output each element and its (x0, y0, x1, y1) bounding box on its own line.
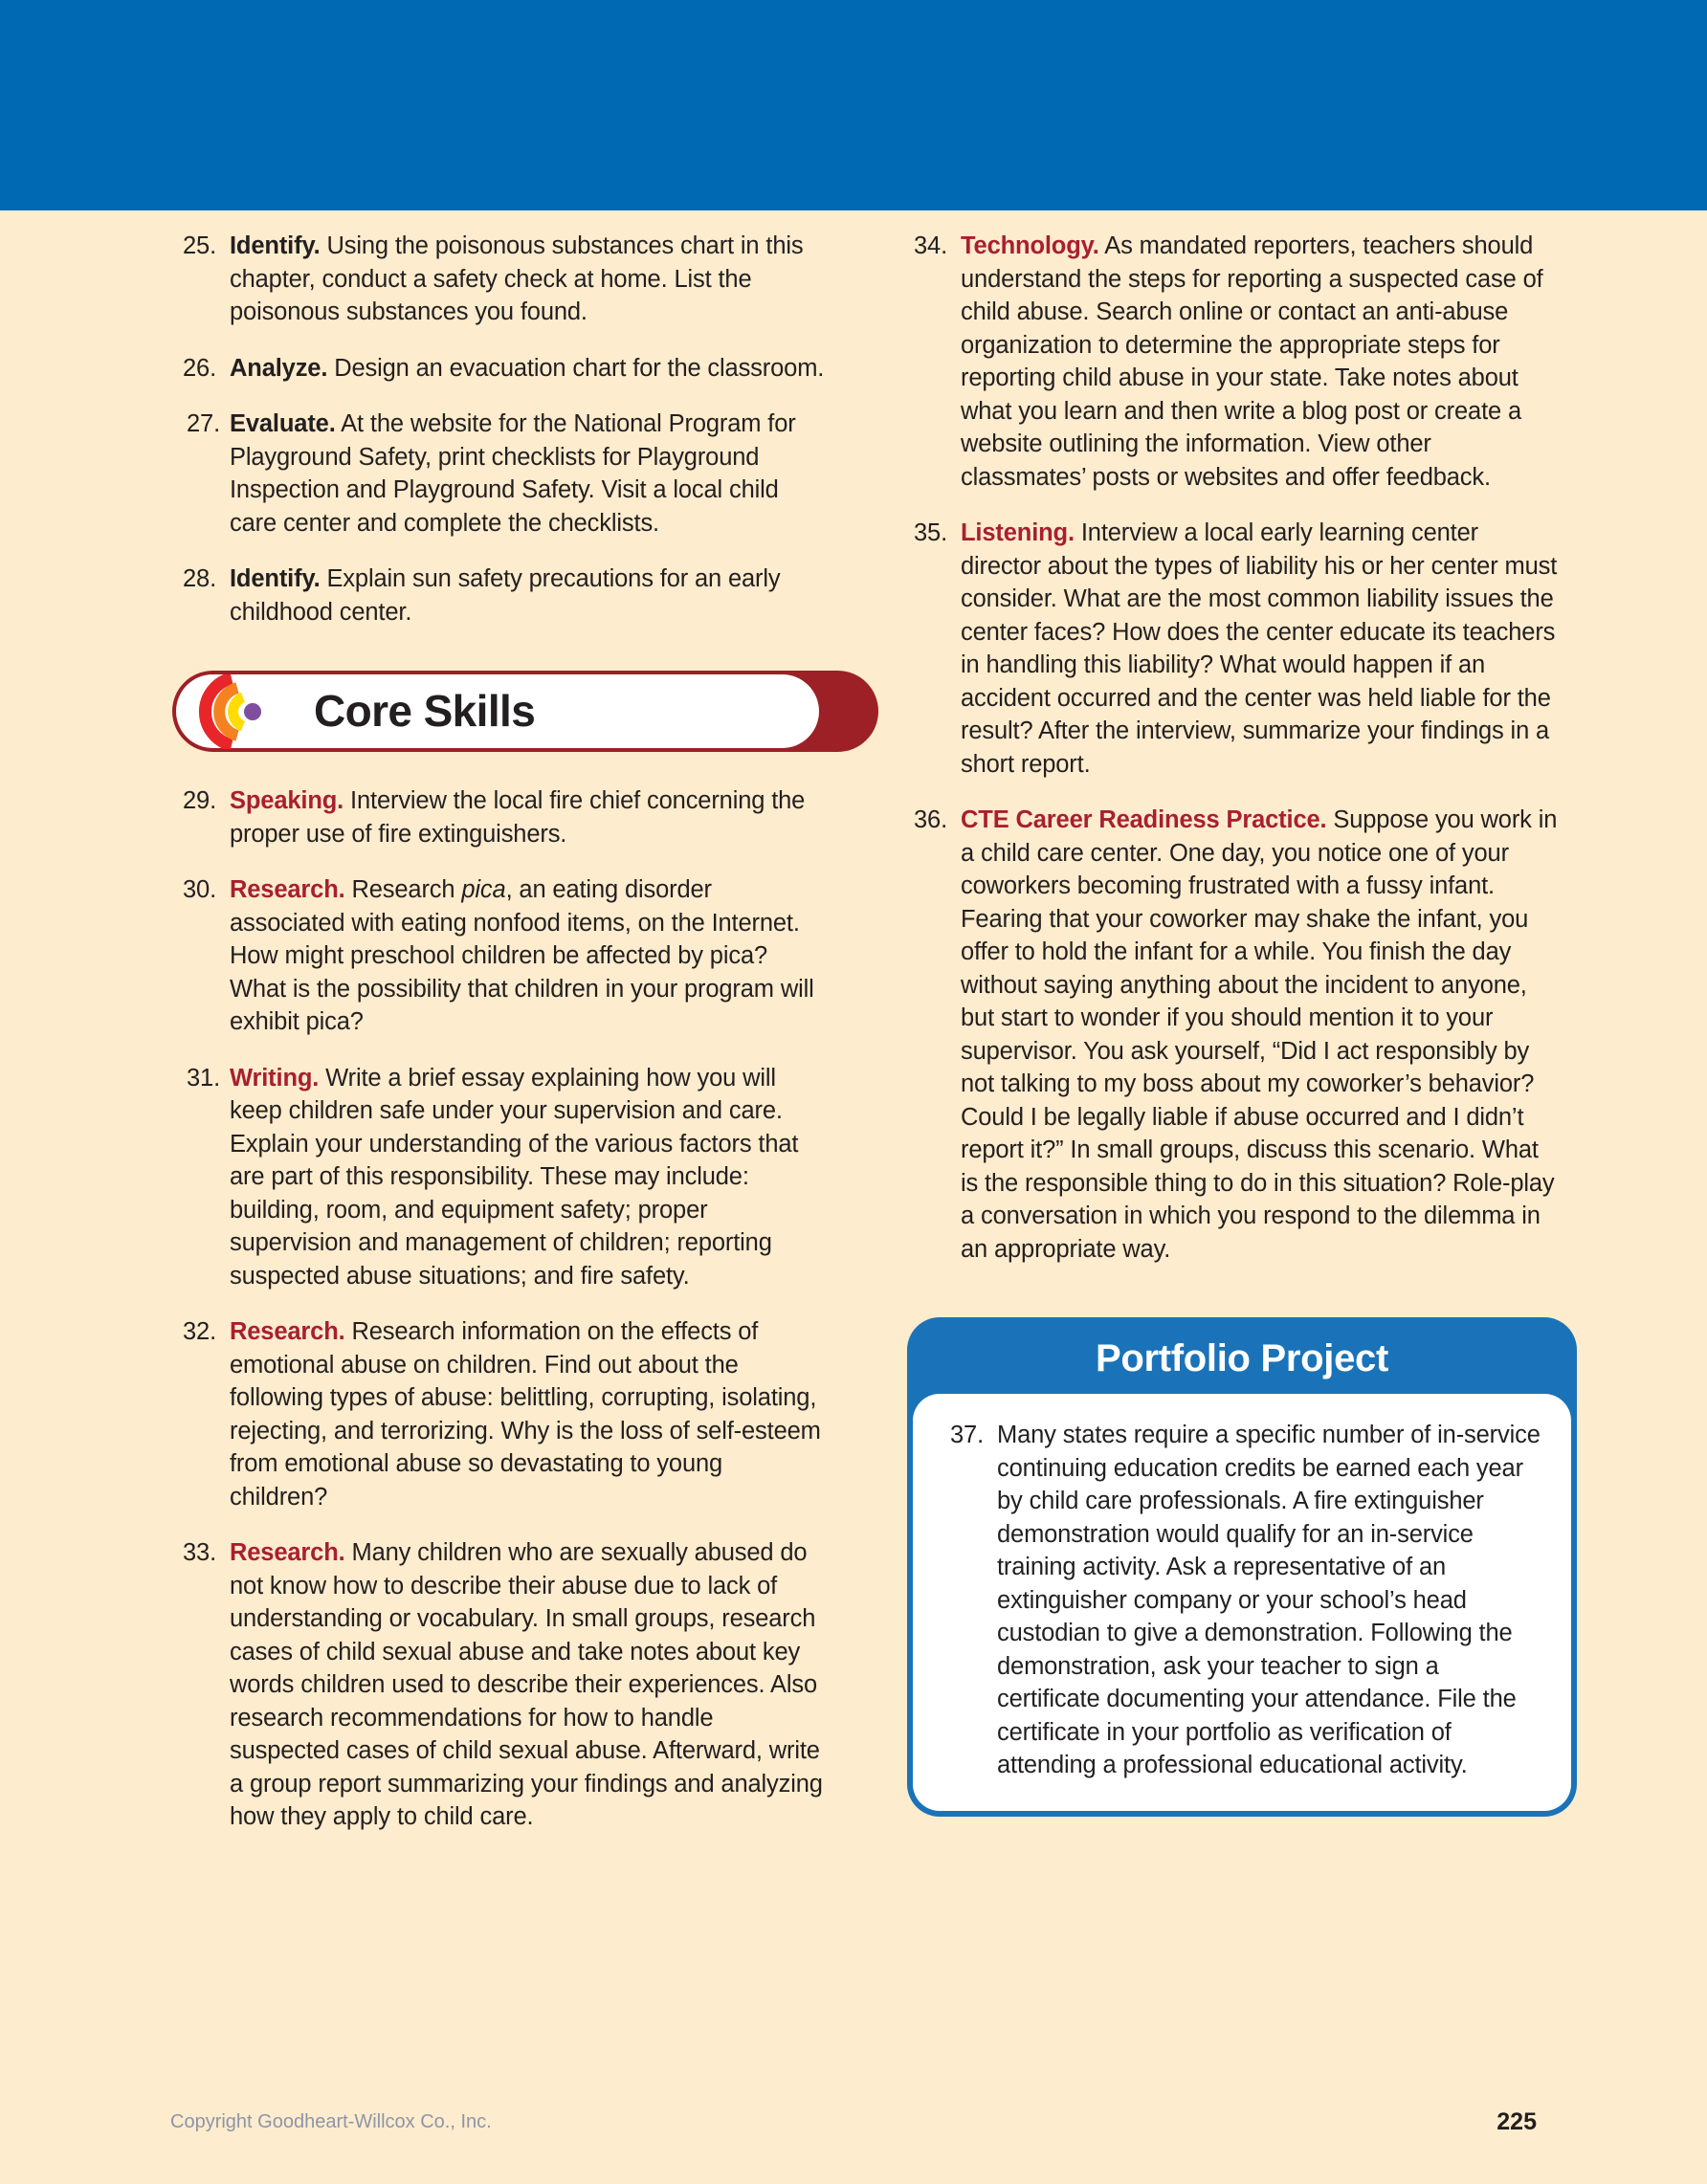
page-content (0, 210, 1707, 2184)
right-questions-list (901, 230, 1558, 1266)
right-column (901, 230, 1558, 1857)
list-item (170, 1062, 827, 1293)
list-item (901, 230, 1558, 494)
review-questions-list (170, 230, 827, 629)
item-label: Writing. (230, 1064, 320, 1092)
item-label: Research. (230, 876, 345, 903)
item-number: 28. (183, 565, 216, 592)
item-text: , an eating disorder associated with eating nonfood items, on the Internet. How might preschool children be affected by pica? What is the possibility that children in your program will exhibit pica? (230, 876, 814, 1035)
item-label: Technology. (961, 232, 1099, 259)
item-number: 33. (183, 1539, 216, 1566)
portfolio-project-header (913, 1323, 1571, 1394)
page-number: 225 (1496, 2107, 1537, 2135)
item-text: Suppose you work in a child care center. One day, you notice one of your coworkers becoming frustrated with a fussy infant. Fearing that your coworker may shake the infant, you offer to hold the infant for a while. You finish the day without saying anything about the incident to anyone, but start to wonder if you should mention it to your supervisor. You ask yourself, “Did I act responsibly by not talking to my boss about my coworker’s behavior? Could I be legally liable if abuse occurred and I didn’t report it?” In small groups, discuss this scenario. What is the responsible thing to do in this situation? Role-play a conversation in which you respond to the dilemma in an appropriate way. (961, 806, 1558, 1263)
item-label: Research. (230, 1318, 345, 1345)
core-skills-title: Core Skills (314, 685, 536, 736)
list-item (170, 784, 827, 850)
item-number: 29. (183, 787, 216, 814)
item-text: At the website for the National Program for Playground Safety, print checklists for Playground Inspection and Playground Safety. Visit a local child care center and complete the checklists. (230, 410, 796, 537)
item-text: Write a brief essay explaining how you will keep children safe under your supervision and care. Explain your understanding of the various factors that are part of this responsibility. These may include: building, room, and equipment safety; proper supervision and management of children; reporting suspected abuse situations; and fire safety. (230, 1064, 799, 1290)
left-column (170, 230, 827, 1857)
list-item (170, 352, 827, 386)
two-column-layout (170, 230, 1558, 1857)
core-skills-banner (172, 671, 878, 752)
portfolio-project-body (913, 1394, 1571, 1811)
item-label: Identify. (230, 232, 321, 259)
list-item (170, 1536, 827, 1834)
list-item (901, 517, 1558, 781)
item-text: Using the poisonous substances chart in this chapter, conduct a safety check at home. List the poisonous substances you found. (230, 232, 804, 325)
item-number: 34. (914, 232, 947, 259)
item-label: Analyze. (230, 354, 328, 382)
list-item (170, 230, 827, 329)
item-number: 30. (183, 876, 216, 903)
italic-term: pica (461, 876, 506, 903)
top-blue-banner (0, 0, 1707, 210)
item-text: Many children who are sexually abused do not know how to describe their abuse due to lack of understanding or vocabulary. In small groups, research cases of child sexual abuse and take notes about key words children used to describe their experiences. Also research recommendations for how to handle suspected cases of child sexual abuse. Afterward, write a group report summarizing your findings and analyzing how they apply to child care. (230, 1539, 823, 1830)
item-text: Interview a local early learning center director about the types of liability his or her center must consider. What are the most common liability issues the center faces? How does the center educate its teachers in handling this liability? What would happen if an accident occurred and the center was held liable for the result? After the interview, summarize your findings in a short report. (961, 519, 1558, 778)
list-item (170, 408, 827, 540)
concentric-arcs-logo-icon (189, 674, 304, 749)
item-label: CTE Career Readiness Practice. (961, 806, 1327, 833)
item-label: Listening. (961, 519, 1075, 546)
copyright-notice: Copyright Goodheart-Willcox Co., Inc. (170, 2110, 492, 2132)
item-text: Design an evacuation chart for the classroom. (327, 354, 825, 382)
item-label: Evaluate. (230, 410, 336, 437)
item-text: Many states require a specific number of in-service continuing education credits be earned each year by child care professionals. A fire extinguisher demonstration would qualify for an in-service training activity. Ask a representative of an extinguisher company or your school’s head custodian to give a demonstration. Following the demonstration, ask your teacher to sign a certificate documenting your attendance. File the certificate in your portfolio as verification of attending a professional educational activity. (997, 1422, 1541, 1778)
item-number: 25. (183, 232, 216, 259)
item-label: Speaking. (230, 787, 344, 814)
item-number: 26. (183, 354, 216, 382)
item-text: Research information on the effects of emotional abuse on children. Find out about the following types of abuse: belittling, corrupting, isolating, rejecting, and terrorizing. Why is the loss of self-esteem from emotional abuse so devastating to young children? (230, 1318, 821, 1511)
portfolio-project-title: Portfolio Project (1095, 1336, 1389, 1379)
list-item (170, 563, 827, 629)
item-number: 37. (950, 1422, 984, 1448)
item-number: 35. (914, 519, 947, 546)
item-number: 36. (914, 806, 947, 833)
item-text: Explain sun safety precautions for an early childhood center. (230, 565, 781, 626)
item-number: 31. (187, 1064, 220, 1092)
item-label: Identify. (230, 565, 321, 592)
core-skills-list (170, 784, 827, 1834)
page-footer (170, 2106, 1537, 2138)
list-item (936, 1419, 1542, 1782)
item-text: Interview the local fire chief concerning the proper use of fire extinguishers. (230, 787, 806, 848)
item-text: As mandated reporters, teachers should understand the steps for reporting a suspected case of child abuse. Search online or contact an anti-abuse organization to determine the appropriate steps for reporting child abuse in your state. Take notes about what you learn and then write a blog post or create a website outlining the information. View other classmates’ posts or websites and offer feedback. (961, 232, 1543, 491)
portfolio-project-box (907, 1317, 1577, 1817)
item-number: 32. (183, 1318, 216, 1345)
item-text-before-italic: Research (344, 876, 462, 903)
list-item (901, 804, 1558, 1266)
list-item (170, 873, 827, 1039)
item-label: Research. (230, 1539, 345, 1566)
list-item (170, 1315, 827, 1513)
item-number: 27. (187, 410, 220, 437)
